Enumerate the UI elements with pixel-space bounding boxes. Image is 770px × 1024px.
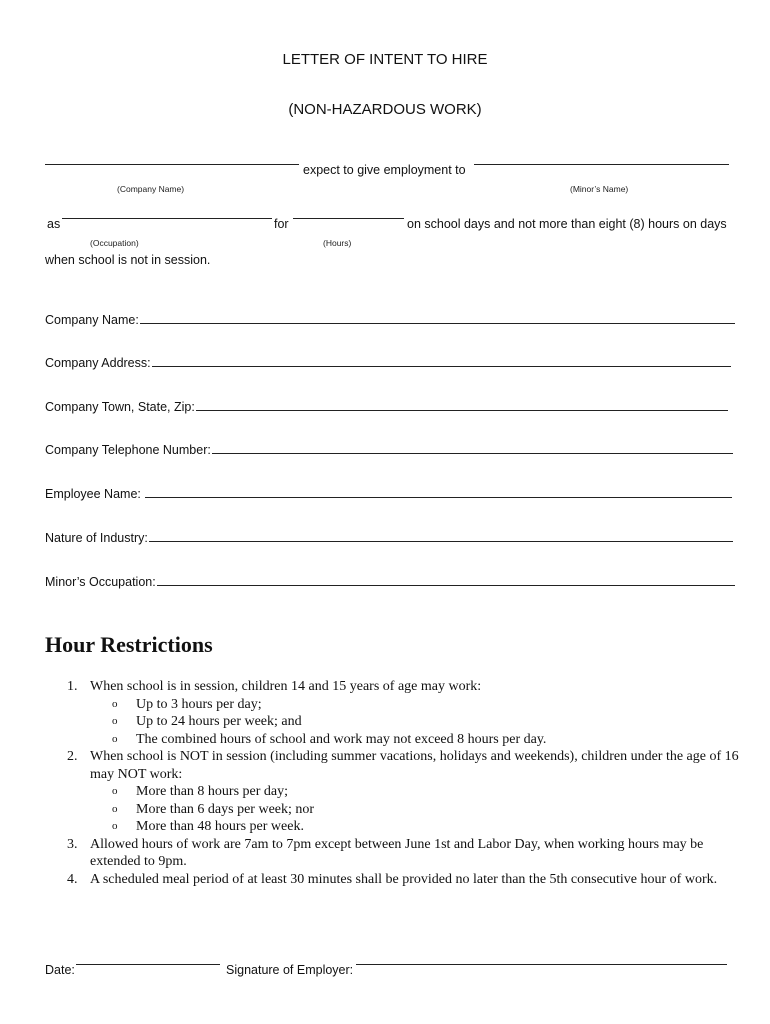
- restrictions-list: [45, 678, 740, 888]
- sub-text: More than 6 days per week; nor: [136, 801, 315, 817]
- sub-text: Up to 3 hours per day;: [136, 696, 262, 712]
- list-text: Allowed hours of work are 7am to 7pm except between June 1st and Labor Day, when working hours may be extended to 9pm.: [90, 836, 704, 869]
- occupation-blank[interactable]: [62, 218, 272, 219]
- field-company-address[interactable]: [45, 356, 731, 370]
- list-number: 4.: [67, 871, 78, 887]
- field-line[interactable]: [149, 541, 733, 542]
- sub-item: [45, 731, 740, 749]
- sub-item: [45, 713, 740, 731]
- as-text: as: [47, 217, 61, 231]
- minor-name-caption: (Minor’s Name): [570, 184, 629, 194]
- bullet-icon: o: [112, 820, 118, 832]
- occupation-caption: (Occupation): [90, 238, 139, 248]
- document-subtitle: (NON-HAZARDOUS WORK): [288, 101, 482, 118]
- list-number: 2.: [67, 749, 78, 764]
- list-text: When school is in session, children 14 and 15 years of age may work:: [90, 679, 482, 694]
- hour-restrictions-heading: Hour Restrictions: [45, 632, 213, 657]
- list-item: [45, 748, 740, 783]
- list-item: [45, 678, 740, 696]
- field-company-telephone[interactable]: [45, 443, 733, 457]
- field-label: Company Name:: [45, 313, 139, 327]
- document-title: LETTER OF INTENT TO HIRE: [282, 51, 488, 68]
- list-text: A scheduled meal period of at least 30 minutes shall be provided no later than the 5th consecutive hour of work.: [90, 871, 718, 887]
- school-days-text: on school days and not more than eight (8) hours on days: [407, 217, 727, 231]
- field-company-name[interactable]: [45, 313, 735, 327]
- list-text: When school is NOT in session (including summer vacations, holidays and weekends), children under the age of 16 may NOT work:: [90, 749, 739, 782]
- field-label: Company Address:: [45, 356, 151, 370]
- field-line[interactable]: [145, 497, 732, 498]
- field-label: Employee Name:: [45, 487, 145, 501]
- list-item: [45, 871, 740, 889]
- field-line[interactable]: [152, 366, 731, 367]
- minor-name-blank[interactable]: [474, 164, 729, 165]
- signature-blank[interactable]: [356, 964, 727, 965]
- bullet-icon: o: [112, 732, 118, 745]
- expect-text: expect to give employment to: [303, 163, 466, 177]
- hours-blank[interactable]: [293, 218, 404, 219]
- sub-item: [45, 783, 740, 801]
- bullet-icon: o: [112, 715, 118, 727]
- field-label: Company Telephone Number:: [45, 443, 211, 457]
- field-line[interactable]: [212, 453, 733, 454]
- field-line[interactable]: [196, 410, 728, 411]
- company-name-blank[interactable]: [45, 164, 299, 165]
- for-text: for: [274, 217, 289, 231]
- field-nature-of-industry[interactable]: [45, 531, 733, 545]
- field-line[interactable]: [140, 323, 735, 324]
- sub-item: [45, 818, 740, 836]
- list-item: [45, 836, 740, 871]
- field-line[interactable]: [157, 585, 735, 586]
- field-minor-occupation[interactable]: [45, 575, 735, 589]
- bullet-icon: o: [112, 785, 118, 797]
- bullet-icon: o: [112, 697, 118, 710]
- sub-item: [45, 801, 740, 819]
- company-name-caption: (Company Name): [117, 184, 185, 194]
- field-label: Minor’s Occupation:: [45, 575, 156, 589]
- field-employee-name[interactable]: [45, 487, 732, 501]
- sub-text: Up to 24 hours per week; and: [136, 714, 302, 729]
- sub-text: More than 8 hours per day;: [136, 784, 289, 799]
- field-label: Company Town, State, Zip:: [45, 400, 195, 414]
- field-company-town[interactable]: [45, 400, 728, 414]
- field-label: Nature of Industry:: [45, 531, 148, 545]
- list-number: 3.: [67, 836, 78, 852]
- sub-item: [45, 696, 740, 714]
- bullet-icon: o: [112, 802, 118, 815]
- date-blank[interactable]: [76, 964, 220, 965]
- sub-text: The combined hours of school and work may not exceed 8 hours per day.: [136, 731, 547, 747]
- date-label: Date:: [45, 963, 75, 977]
- hours-caption: (Hours): [323, 238, 352, 248]
- session-text: when school is not in session.: [45, 253, 211, 267]
- signature-label: Signature of Employer:: [226, 963, 354, 977]
- list-number: 1.: [67, 679, 78, 694]
- sub-text: More than 48 hours per week.: [136, 819, 304, 834]
